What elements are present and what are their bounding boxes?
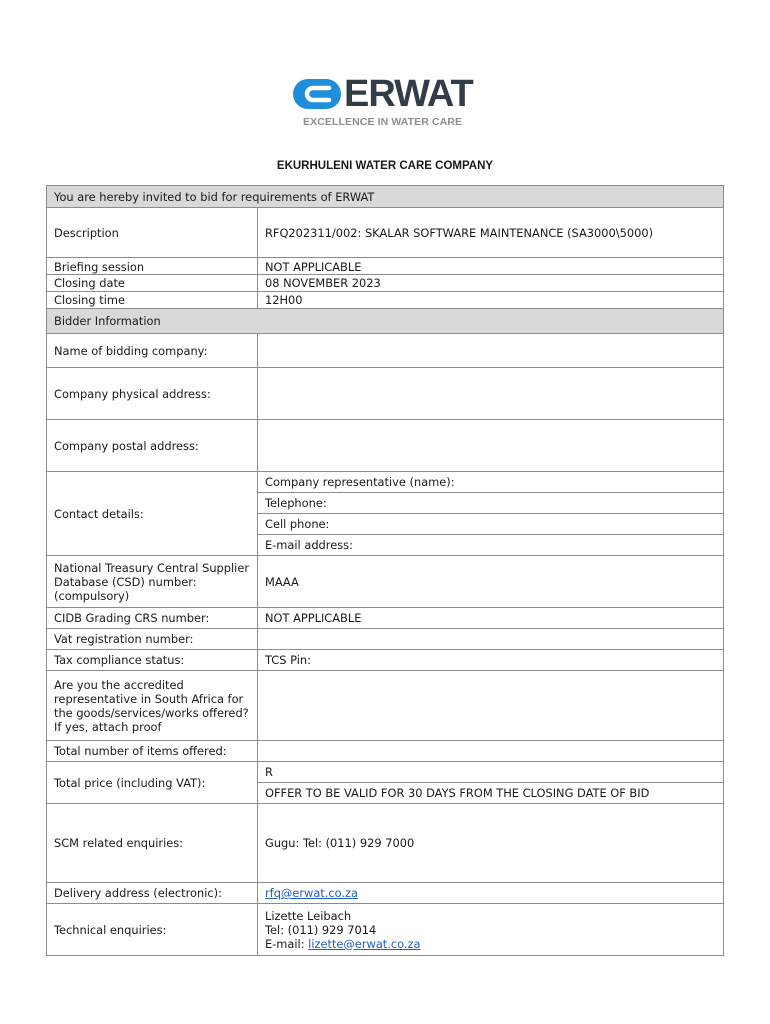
company-name-field[interactable] <box>258 334 724 368</box>
technical-email-link[interactable]: lizette@erwat.co.za <box>308 936 421 951</box>
description-value: RFQ202311/002: SKALAR SOFTWARE MAINTENANCE (SA3000\5000) <box>258 208 724 258</box>
items-field[interactable] <box>258 741 724 762</box>
closing-time-row <box>47 292 724 309</box>
vat-field[interactable] <box>258 629 724 650</box>
price-field[interactable]: R <box>258 762 724 783</box>
erwat-logo <box>293 74 483 134</box>
cidb-row <box>47 608 724 629</box>
contact-rep-field[interactable]: Company representative (name): <box>258 472 724 493</box>
items-label: Total number of items offered: <box>47 741 258 762</box>
tax-row <box>47 650 724 671</box>
closing-date-label: Closing date <box>47 275 258 292</box>
csd-label: National Treasury Central Supplier Database (CSD) number: (compulsory) <box>47 556 258 608</box>
scm-label: SCM related enquiries: <box>47 804 258 883</box>
vat-label: Vat registration number: <box>47 629 258 650</box>
tax-label: Tax compliance status: <box>47 650 258 671</box>
technical-email-prefix: E-mail: <box>265 936 309 951</box>
logo-wordmark: ERWAT <box>344 73 473 115</box>
technical-tel: Tel: (011) 929 7014 <box>265 922 377 937</box>
delivery-cell <box>258 883 724 904</box>
contact-email-field[interactable]: E-mail address: <box>258 535 724 556</box>
cidb-value: NOT APPLICABLE <box>258 608 724 629</box>
description-row <box>47 208 724 258</box>
accredited-field[interactable] <box>258 671 724 741</box>
price-validity: OFFER TO BE VALID FOR 30 DAYS FROM THE CLOSING DATE OF BID <box>258 783 724 804</box>
invite-header-row <box>47 186 724 208</box>
contact-rep-row <box>47 472 724 493</box>
logo-tagline: EXCELLENCE IN WATER CARE <box>303 116 463 128</box>
technical-label: Technical enquiries: <box>47 904 258 956</box>
closing-date-value: 08 NOVEMBER 2023 <box>258 275 724 292</box>
physical-address-row <box>47 368 724 420</box>
price-label: Total price (including VAT): <box>47 762 258 804</box>
postal-address-label: Company postal address: <box>47 420 258 472</box>
delivery-row <box>47 883 724 904</box>
closing-date-row <box>47 275 724 292</box>
invite-header: You are hereby invited to bid for requirements of ERWAT <box>47 186 724 208</box>
technical-name: Lizette Leibach <box>265 908 352 923</box>
bidder-header-row <box>47 309 724 334</box>
cidb-label: CIDB Grading CRS number: <box>47 608 258 629</box>
scm-value: Gugu: Tel: (011) 929 7000 <box>258 804 724 883</box>
technical-row <box>47 904 724 956</box>
page-title: EKURHULENI WATER CARE COMPANY <box>276 160 494 172</box>
contact-label: Contact details: <box>47 472 258 556</box>
erwat-logo-icon <box>293 79 341 109</box>
briefing-label: Briefing session <box>47 258 258 275</box>
contact-cell-field[interactable]: Cell phone: <box>258 514 724 535</box>
csd-row <box>47 556 724 608</box>
physical-address-label: Company physical address: <box>47 368 258 420</box>
postal-address-row <box>47 420 724 472</box>
briefing-value: NOT APPLICABLE <box>258 258 724 275</box>
delivery-email-link[interactable]: rfq@erwat.co.za <box>265 886 358 900</box>
accredited-label: Are you the accredited representative in South Africa for the goods/services/works offered? If yes, attach proof <box>47 671 258 741</box>
postal-address-field[interactable] <box>258 420 724 472</box>
company-name-row <box>47 334 724 368</box>
tax-pin-field[interactable]: TCS Pin: <box>258 650 724 671</box>
technical-cell <box>258 904 724 956</box>
bid-invitation-form <box>46 185 724 956</box>
company-name-label: Name of bidding company: <box>47 334 258 368</box>
items-row <box>47 741 724 762</box>
csd-value[interactable]: MAAA <box>258 556 724 608</box>
closing-time-value: 12H00 <box>258 292 724 309</box>
delivery-label: Delivery address (electronic): <box>47 883 258 904</box>
accredited-row <box>47 671 724 741</box>
technical-email-line <box>265 937 716 951</box>
contact-tel-field[interactable]: Telephone: <box>258 493 724 514</box>
closing-time-label: Closing time <box>47 292 258 309</box>
description-label: Description <box>47 208 258 258</box>
vat-row <box>47 629 724 650</box>
price-row <box>47 762 724 783</box>
physical-address-field[interactable] <box>258 368 724 420</box>
bidder-header: Bidder Information <box>47 309 724 334</box>
briefing-row <box>47 258 724 275</box>
scm-row <box>47 804 724 883</box>
